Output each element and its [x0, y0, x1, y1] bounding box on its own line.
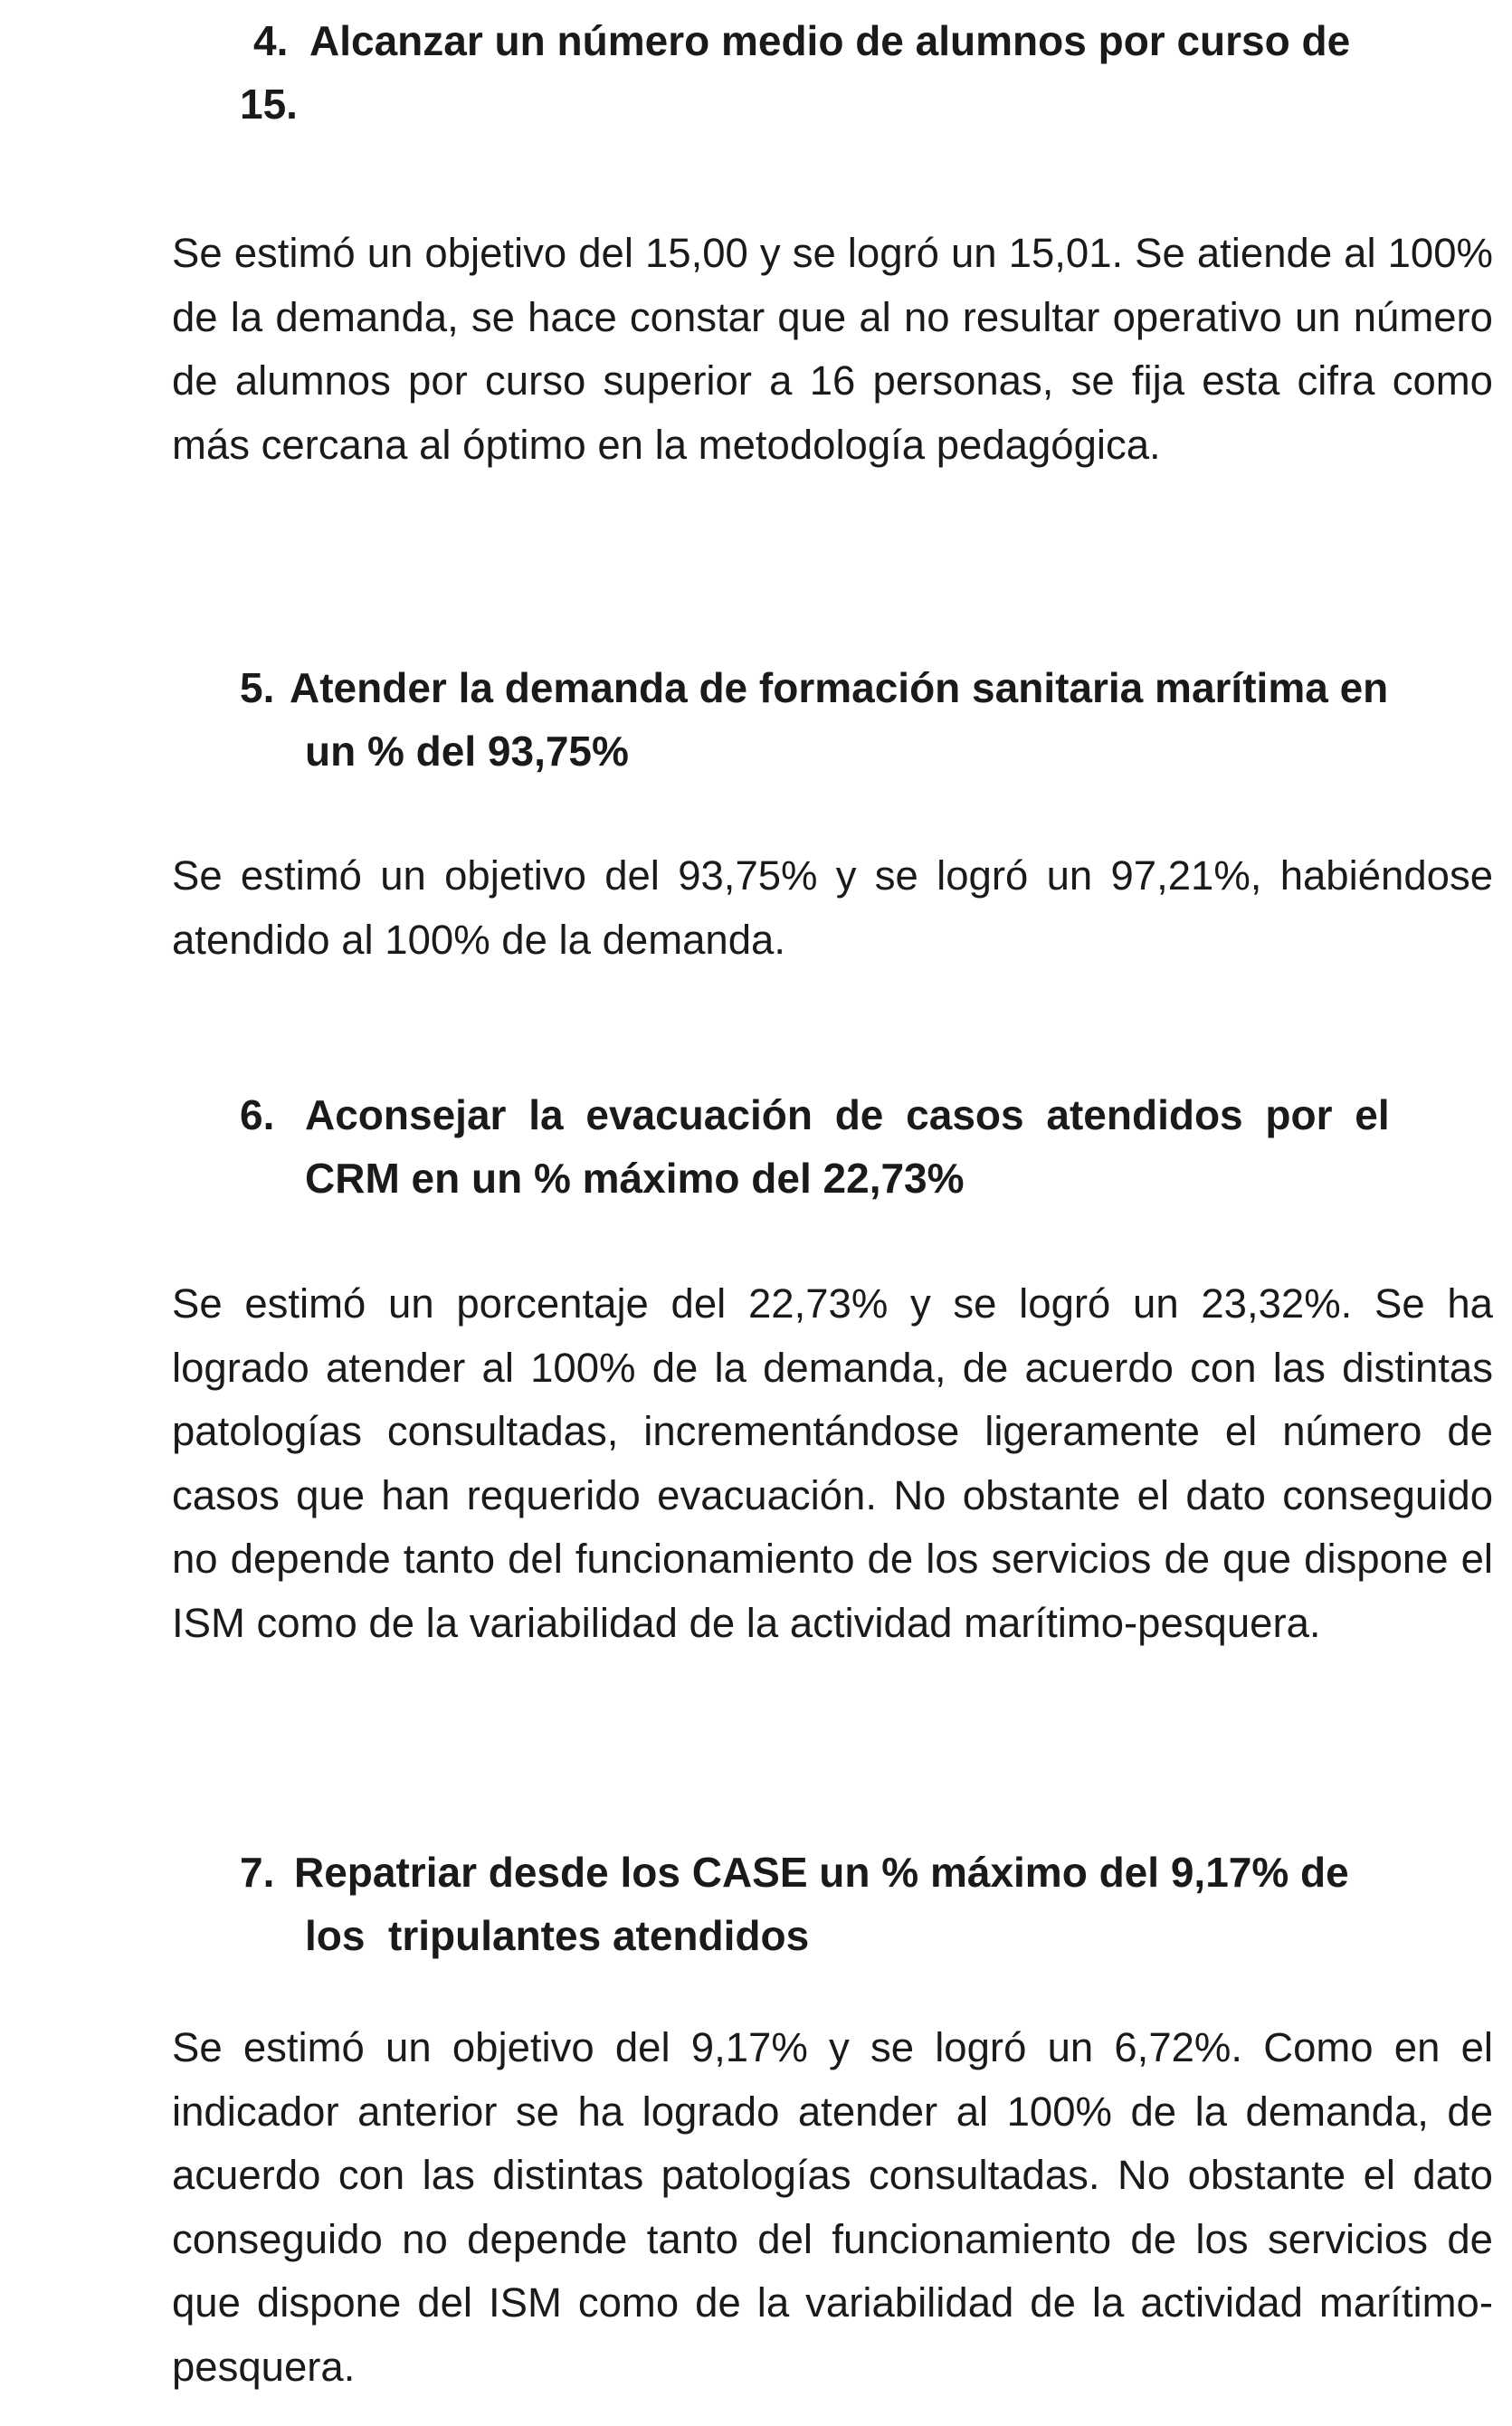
- heading-line-1: Aconsejar la evacuación de casos atendidos por el: [305, 1091, 1390, 1138]
- section-heading-4: [253, 9, 1479, 72]
- heading-line-1: Atender la demanda de formación sanitaria marítima en: [290, 664, 1389, 711]
- heading-line-2: un % del 93,75%: [305, 728, 629, 775]
- section-heading-4-line-2: [240, 72, 1479, 136]
- heading-line-1: Alcanzar un número medio de alumnos por curso de: [309, 17, 1351, 64]
- heading-number: 4.: [253, 17, 289, 64]
- heading-number: 7.: [240, 1849, 275, 1896]
- heading-line-2: CRM en un % máximo del 22,73%: [305, 1155, 965, 1202]
- section-heading-5-line-2: [305, 719, 1512, 783]
- section-heading-5: [240, 656, 1479, 719]
- heading-line-2: 15.: [240, 81, 298, 128]
- section-paragraph-4: Se estimó un objetivo del 15,00 y se logró un 15,01. Se atiende al 100% de la demanda, se hace constar que al no resultar operativo un número de alumnos por curso superior a 16 personas, se fija esta cifra como más cercana al óptimo en la metodología pedagógica.: [172, 230, 1493, 468]
- section-paragraph-5: Se estimó un objetivo del 93,75% y se logró un 97,21%, habiéndose atendido al 100% de la demanda.: [172, 852, 1493, 963]
- heading-number: 5.: [240, 664, 275, 711]
- section-heading-7-line-2: [305, 1904, 1512, 1967]
- section-paragraph-7: Se estimó un objetivo del 9,17% y se logró un 6,72%. Como en el indicador anterior se ha logrado atender al 100% de la demanda, de acuerdo con las distintas patologías consultadas. No obstante el dato conseguido no depende tanto del funcionamiento de los servicios de que dispone del ISM como de la variabilidad de la actividad marítimo-pesquera.: [172, 2024, 1493, 2390]
- heading-line-1: Repatriar desde los CASE un % máximo del 9,17% de: [294, 1849, 1349, 1896]
- section-heading-6-line-2: [305, 1146, 1512, 1210]
- heading-line-2: los tripulantes atendidos: [305, 1912, 810, 1959]
- heading-number: 6.: [240, 1091, 275, 1138]
- section-heading-6: [240, 1083, 1479, 1146]
- section-heading-7: [240, 1841, 1479, 1904]
- section-paragraph-6: Se estimó un porcentaje del 22,73% y se logró un 23,32%. Se ha logrado atender al 100% de la demanda, de acuerdo con las distintas patologías consultadas, incrementándose ligeramente el número de casos que han requerido evacuación. No obstante el dato conseguido no depende tanto del funcionamiento de los servicios de que dispone el ISM como de la variabilidad de la actividad marítimo-pesquera.: [172, 1280, 1493, 1646]
